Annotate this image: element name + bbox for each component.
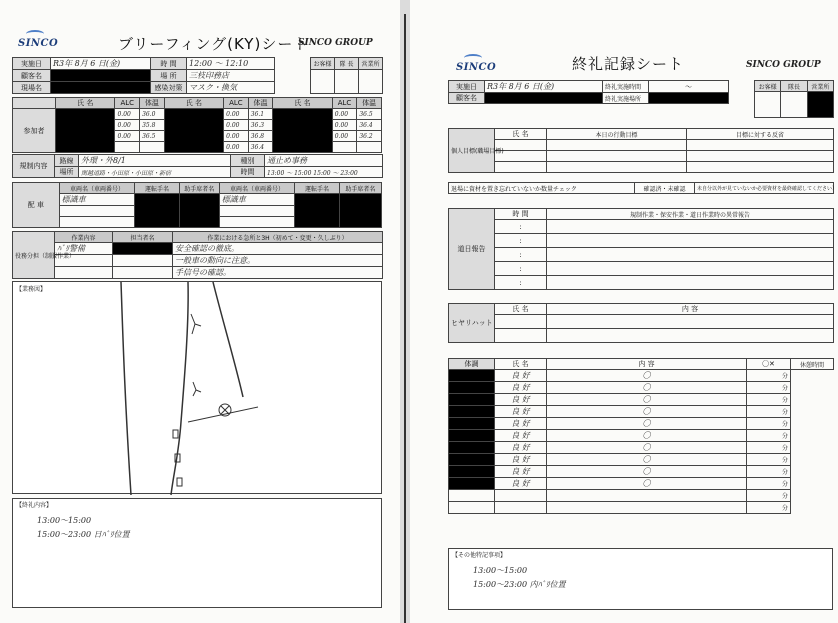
regulation-label: 規制内容 [13,155,55,178]
health-name-cell [449,442,495,454]
break-minutes: 分 [747,430,791,442]
road-sketch [13,282,383,495]
vehicle-table: 配 車 車両名（車両番号） 運転手名 助手席者名 車両名（車両番号） 運転手名 助手席者名 標識車 標識車 [12,182,382,228]
sinco-logo-left [18,30,58,49]
health-mark: 〇 [547,466,747,478]
regulation-table: 規制内容 路線 外環・外8/1 種別 通止め事務 場所 関越道路・小田原・小田原・新宿 時間 13:00 〜 15:00 15:00 〜 23:00 [12,154,383,178]
closing-line: 15:00〜23:00 日ﾊﾞﾘ位置 [37,530,130,539]
health-row [449,454,834,466]
health-content: 良 好 [495,406,547,418]
closing-line: 13:00〜15:00 [37,516,92,525]
attendee-redacted [273,109,332,153]
type-value: 通止め事務 [265,155,383,167]
date-label: 実施日 [13,58,51,70]
regulation-time-value: 13:00 〜 15:00 15:00 〜 23:00 [265,167,383,178]
other-label: 【その他特記事項】 [452,552,507,559]
health-row [449,490,834,502]
health-mark [547,490,747,502]
date-value: R3年 8月 6 日(金) [51,58,151,70]
hiyari-label: ヒヤリハット [449,304,495,343]
health-table: 体調 氏 名 内 容 〇✕ 休憩時間 良 好 〇 分 良 好 〇 分 良 好 〇 分 良 好 〇 分 良 好 〇 分 良 好 〇 分 良 好 〇 分 良 好 〇 分 良 好 〇 分 良 好 〇 分 分 分 [448,358,834,514]
route-value: 外環・外8/1 [79,155,231,167]
health-mark: 〇 [547,442,747,454]
health-name-cell [449,394,495,406]
health-name-cell [449,454,495,466]
duty-note: 一般車の動向に注意。 [173,255,383,267]
record-title: 終礼記録シート [572,55,685,73]
health-content: 良 好 [495,430,547,442]
report-label: 道日報告 [449,209,495,290]
approval-captain: 隊 長 [335,58,359,70]
diagram-label: 【業務図】 [16,286,47,293]
place-value: 三枝印務店 [187,70,275,82]
health-mark: 〇 [547,454,747,466]
health-name-cell [449,430,495,442]
page-divider [404,14,406,623]
health-row [449,370,834,382]
health-row [449,478,834,490]
health-row [449,406,834,418]
vehicle-label: 配 車 [13,183,60,228]
vehicle-2-name: 標識車 [219,194,295,206]
health-mark: 〇 [547,478,747,490]
health-name-cell [449,478,495,490]
health-content: 良 好 [495,478,547,490]
check-note: 未自分以外が見ていないか必要資材を最終確認してください） [695,183,834,194]
health-name-cell [449,502,495,514]
closing-section [12,498,382,608]
break-minutes: 分 [747,406,791,418]
closing-record-sheet [410,0,838,623]
duties-label: 役務分担（制服作業） [13,232,55,279]
customer-redacted [51,70,151,82]
check-label: 退場に資材を置き忘れていないか数量チェック [449,183,635,194]
record-approval-table: お客様 隊長 営業所 [754,80,834,118]
check-table [448,182,838,194]
health-content [495,490,547,502]
work-diagram [12,281,382,494]
goal-label: 個人目標(職場目標) [449,129,495,173]
break-minutes: 分 [747,502,791,514]
health-mark: 〇 [547,430,747,442]
health-row [449,418,834,430]
health-content: 良 好 [495,394,547,406]
health-content: 良 好 [495,454,547,466]
customer-label: 顧客名 [13,70,51,82]
infection-value: マスク・換気 [187,82,275,94]
check-options: 確認済・未確認 [635,183,695,194]
site-label: 現場名 [13,82,51,94]
group-name: SINCO GROUP [298,38,373,48]
group-name: SINCO GROUP [746,60,821,70]
health-name-cell [449,382,495,394]
sinco-logo-right [456,54,496,73]
health-row [449,502,834,514]
duties-table: 役務分担（制服作業） 作業内容 担当者名 作業における急所と3H（初めて・変更・久しぶり） ﾊﾞﾘ警備 安全確認の徹底。 一般車の動向に注意。 手信号の確認。 [12,231,383,279]
record-header-table: 実施日 R3年 8月 6 日(金) 終礼実施時間 〜 顧客名 終礼実施場所 [448,80,729,104]
duty-note: 手信号の確認。 [173,267,383,279]
health-content: 良 好 [495,382,547,394]
break-minutes: 分 [747,418,791,430]
briefing-header-table [12,57,383,94]
health-name-cell [449,466,495,478]
break-minutes: 分 [747,370,791,382]
break-minutes: 分 [747,442,791,454]
logo-text: SINCO [18,38,59,49]
health-content: 良 好 [495,442,547,454]
break-minutes: 分 [747,466,791,478]
task-value: ﾊﾞﾘ警備 [55,243,113,255]
duty-note: 安全確認の徹底。 [173,243,383,255]
health-name-cell [449,418,495,430]
health-content: 良 好 [495,370,547,382]
record-date-value: R3年 8月 6 日(金) [485,81,603,93]
health-content [495,502,547,514]
health-row [449,466,834,478]
page-title: ブリーフィング(KY)シート [118,35,310,53]
approval-customer: お客様 [311,58,335,70]
place-label: 場 所 [151,70,187,82]
attendance-table: 氏 名 ALC 体温 氏 名 ALC 体温 氏 名 ALC 体温 参加者 0.00 36.0 0.00 36.1 0.00 36.5 0.00 35.8 0.00 36.3 0.00 36.4 0.00 36.5 0.00 36.8 0.00 36.2 0.00 36.4 [12,97,382,153]
break-minutes: 分 [747,490,791,502]
time-value: 12:00 〜 12:10 [187,58,275,70]
attendance-label: 参加者 [13,109,56,153]
health-label: 体調 [449,359,495,370]
logo-swoosh-icon [26,30,44,38]
health-row [449,394,834,406]
attendance-row: 参加者 0.00 36.0 0.00 36.1 0.00 36.5 [13,109,382,120]
health-name-cell [449,406,495,418]
break-minutes: 分 [747,478,791,490]
time-label: 時 間 [151,58,187,70]
attendee-redacted [56,109,115,153]
vehicle-1-name: 標識車 [59,194,135,206]
health-mark: 〇 [547,406,747,418]
approval-office: 営業所 [359,58,383,70]
attendance-row: 0.00 36.5 0.00 36.8 0.00 36.2 [13,131,382,142]
break-minutes: 分 [747,454,791,466]
health-mark: 〇 [547,418,747,430]
goal-table: 個人目標(職場目標) 氏 名 本日の行動目標 目標に対する反省 [448,128,834,173]
other-line: 13:00〜15:00 [473,566,528,575]
health-name-cell [449,370,495,382]
health-row [449,382,834,394]
attendee-redacted [164,109,223,153]
other-notes-section [448,548,833,610]
logo-text: SINCO [456,62,497,73]
report-table: 道日報告 時 間 規制作業・保安作業・道日作業時の異常報告 : : : : : [448,208,834,290]
health-row [449,442,834,454]
health-content: 良 好 [495,418,547,430]
other-line: 15:00〜23:00 内ﾊﾞﾘ位置 [473,580,566,589]
health-mark [547,502,747,514]
health-mark: 〇 [547,394,747,406]
logo-swoosh-icon [464,54,482,62]
site-redacted [51,82,151,94]
break-minutes: 分 [747,394,791,406]
attendance-row: 0.00 36.4 [13,142,382,153]
health-mark: 〇 [547,370,747,382]
health-mark: 〇 [547,382,747,394]
regulation-place-value: 関越道路・小田原・小田原・新宿 [79,167,231,178]
break-minutes: 分 [747,382,791,394]
closing-label: 【終礼内容】 [16,502,53,509]
infection-label: 感染対策 [151,82,187,94]
health-row [449,430,834,442]
hiyari-table: ヒヤリハット 氏 名 内 容 [448,303,834,343]
health-content: 良 好 [495,466,547,478]
attendance-row: 0.00 35.8 0.00 36.3 0.00 36.4 [13,120,382,131]
briefing-sheet [0,0,400,623]
health-name-cell [449,490,495,502]
